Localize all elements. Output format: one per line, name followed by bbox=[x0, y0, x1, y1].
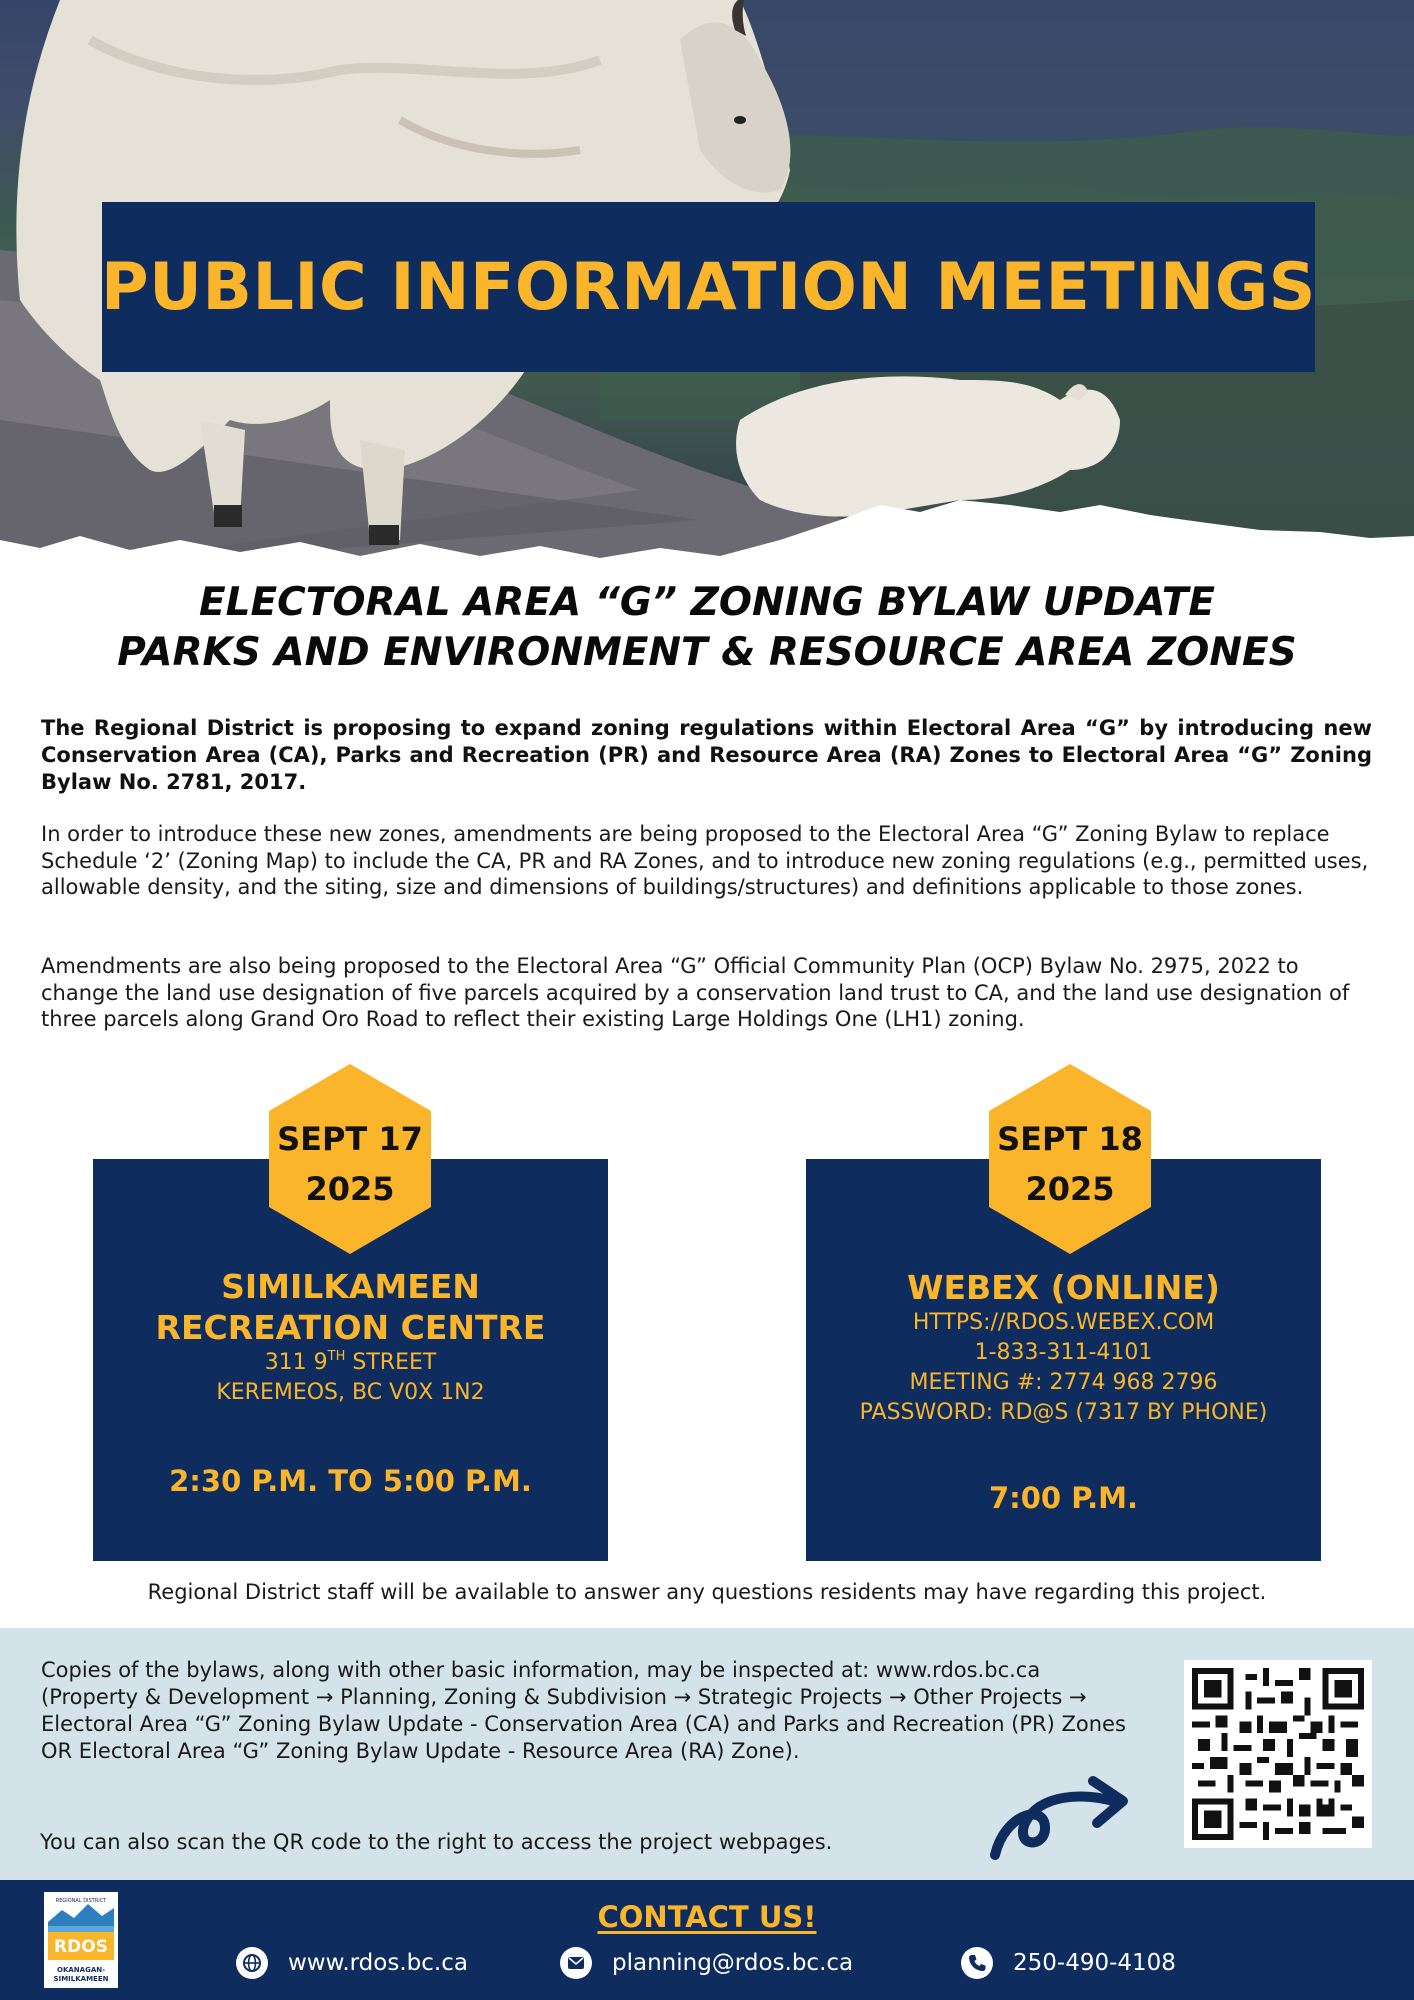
webex-meeting-number: MEETING #: 2774 968 2796 bbox=[909, 1370, 1218, 1395]
date-month-day: SEPT 17 bbox=[277, 1120, 423, 1158]
body-paragraph-1: In order to introduce these new zones, amendments are being proposed to the Electoral Area “G” Zoning Bylaw to replace Schedule ‘2’ (Zoning Map) to include the CA, PR and RA Zones, and to introduce new zoning regulations (e.g., permitted uses, allowable density, and the siting, size and dimensions of buildings/structures) and definitions applicable to those zones. bbox=[41, 822, 1369, 899]
svg-text:REGIONAL DISTRICT: REGIONAL DISTRICT bbox=[55, 1898, 107, 1904]
venue-address: 311 9TH STREET bbox=[264, 1349, 437, 1375]
svg-text:RDOS: RDOS bbox=[54, 1937, 108, 1957]
svg-text:OKANAGAN-: OKANAGAN- bbox=[57, 1966, 105, 1974]
title-banner bbox=[102, 202, 1315, 372]
date-badge bbox=[269, 1064, 431, 1254]
mail-icon bbox=[560, 1947, 592, 1979]
webex-phone: 1-833-311-4101 bbox=[974, 1340, 1153, 1365]
date-month-day: SEPT 18 bbox=[997, 1120, 1143, 1158]
svg-text:SIMILKAMEEN: SIMILKAMEEN bbox=[53, 1975, 109, 1983]
date-year: 2025 bbox=[1025, 1170, 1115, 1208]
subtitle-line-1: ELECTORAL AREA “G” ZONING BYLAW UPDATE bbox=[198, 580, 1216, 625]
contact-phone[interactable] bbox=[961, 1946, 1176, 1980]
venue-name: WEBEX (ONLINE) bbox=[907, 1268, 1220, 1307]
hero-photo bbox=[0, 0, 1414, 575]
body-paragraph-2: Amendments are also being proposed to the Electoral Area “G” Official Community Plan (OCP) Bylaw No. 2975, 2022 to change the land use designation of five parcels acquired by a conservation land trust to CA, and the land use designation of three parcels along Grand Oro Road to reflect their existing Large Holdings One (LH1) zoning. bbox=[41, 954, 1350, 1031]
info-band bbox=[0, 1628, 1414, 1880]
footer bbox=[0, 1880, 1414, 2000]
qr-code[interactable] bbox=[1184, 1660, 1372, 1848]
venue-name-line-1: SIMILKAMEEN bbox=[221, 1267, 480, 1306]
staff-note: Regional District staff will be available to answer any questions residents may have regarding this project. bbox=[147, 1580, 1267, 1604]
phone-icon bbox=[961, 1947, 993, 1979]
intro-paragraph: The Regional District is proposing to expand zoning regulations within Electoral Area “G” by introducing new Conservation Area (CA), Parks and Recreation (PR) and Resource Area (RA) Zones to Electoral Area “G” Zoning Bylaw No. 2781, 2017. bbox=[41, 716, 1372, 794]
qr-instruction: You can also scan the QR code to the right to access the project webpages. bbox=[40, 1830, 833, 1854]
bylaw-copies-info: Copies of the bylaws, along with other basic information, may be inspected at: www.rdos.bc.ca (Property & Development → Planning, Zoning & Subdivision → Strategic Projects → Other Projects → Electoral Area “G” Zoning Bylaw Update - Conservation Area (CA) and Parks and Recreation (PR) Zones OR Electoral Area “G” Zoning Bylaw Update - Resource Area (RA) Zone). bbox=[41, 1658, 1126, 1763]
meeting-time: 7:00 P.M. bbox=[988, 1481, 1139, 1515]
date-badge bbox=[989, 1064, 1151, 1254]
contact-heading: CONTACT US! bbox=[597, 1900, 817, 1934]
venue-city: KEREMEOS, BC V0X 1N2 bbox=[216, 1380, 485, 1405]
meeting-time: 2:30 P.M. TO 5:00 P.M. bbox=[169, 1464, 532, 1498]
webex-url[interactable]: HTTPS://RDOS.WEBEX.COM bbox=[912, 1310, 1215, 1335]
curved-arrow-icon bbox=[985, 1773, 1135, 1863]
webex-password: PASSWORD: RD@S (7317 BY PHONE) bbox=[859, 1400, 1268, 1425]
globe-icon bbox=[236, 1947, 268, 1979]
email-link[interactable]: planning@rdos.bc.ca bbox=[612, 1950, 854, 1976]
subtitle-line-2: PARKS AND ENVIRONMENT & RESOURCE AREA ZONES bbox=[117, 630, 1297, 675]
website-link[interactable]: www.rdos.bc.ca bbox=[288, 1950, 468, 1976]
page-title: PUBLIC INFORMATION MEETINGS bbox=[100, 249, 1317, 325]
contact-email[interactable] bbox=[560, 1946, 853, 1980]
phone-number[interactable]: 250-490-4108 bbox=[1013, 1950, 1176, 1976]
subtitle bbox=[0, 578, 1414, 678]
date-year: 2025 bbox=[305, 1170, 395, 1208]
contact-website[interactable] bbox=[236, 1946, 468, 1980]
venue-name-line-2: RECREATION CENTRE bbox=[155, 1308, 546, 1347]
